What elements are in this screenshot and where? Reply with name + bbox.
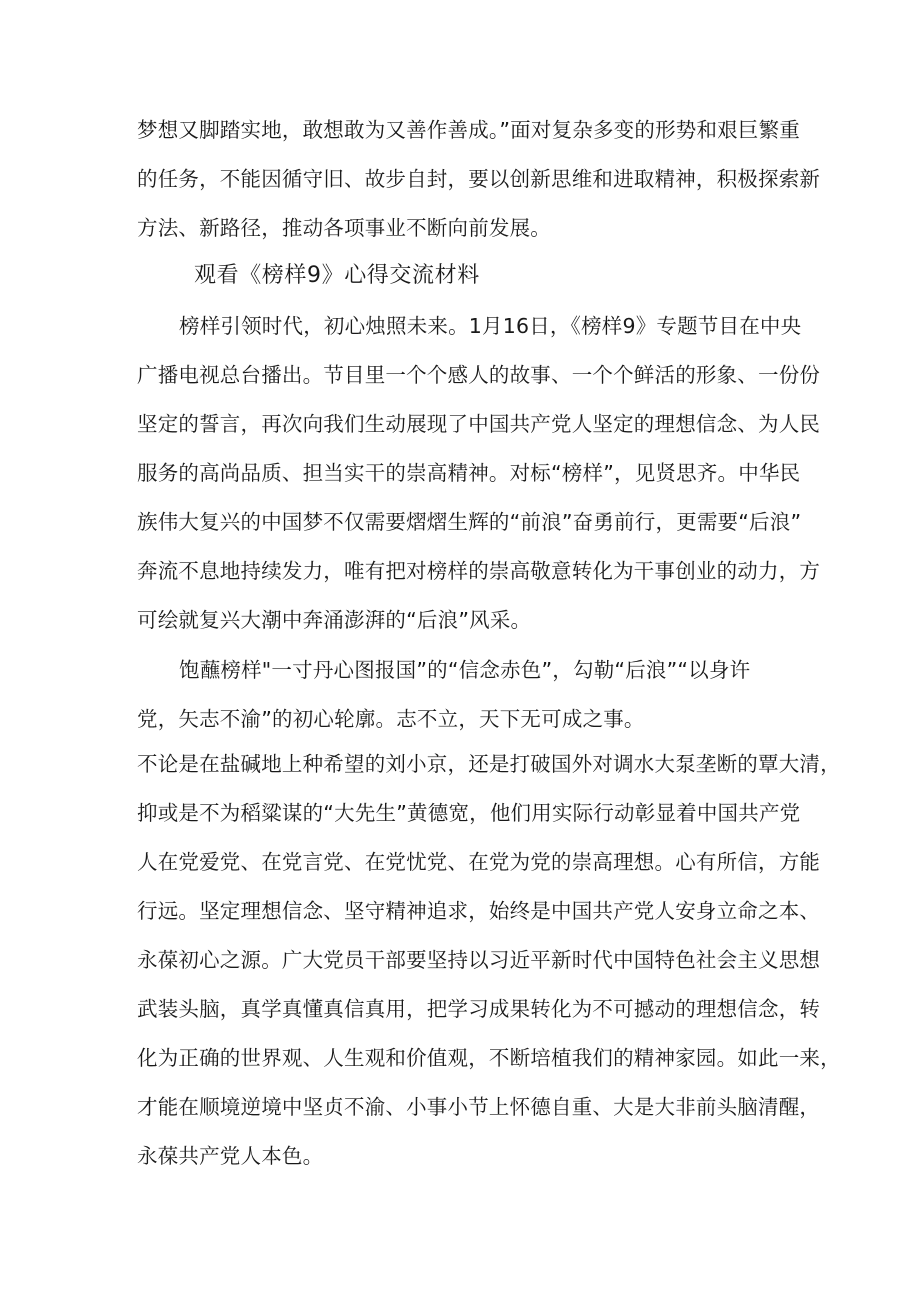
paragraph-3-line: 抑或是不为稻粱谋的“大先生”黄德宽，他们用实际行动彰显着中国共产党 [137,801,801,825]
paragraph-3-line: 化为正确的世界观、人生观和价值观，不断培植我们的精神家园。如此一来， [137,1046,841,1070]
paragraph-1-line: 可绘就复兴大潮中奔涌澎湃的“后浪”风采。 [137,608,532,632]
paragraph-1-line: 奔流不息地持续发力，唯有把对榜样的崇高敬意转化为干事创业的动力，方 [137,559,821,583]
paragraph-2-line: 饱蘸榜样"一寸丹心图报国”的“信念赤色”，勾勒“后浪”“以身许 [179,658,751,682]
paragraph-1-line: 榜样引领时代，初心烛照未来。1月16日，《榜样9》专题节目在中央 [179,314,802,338]
paragraph-3-line: 行远。坚定理想信念、坚守精神追求，始终是中国共产党人安身立命之本、 [137,899,821,923]
paragraph-1-line: 广播电视总台播出。节目里一个个感人的故事、一个个鲜活的形象、一份份 [137,363,821,387]
intro-line: 梦想又脚踏实地，敢想敢为又善作善成。”面对复杂多变的形势和艰巨繁重 [137,118,800,142]
intro-line: 方法、新路径，推动各项事业不断向前发展。 [137,216,551,240]
paragraph-3-line: 人在党爱党、在党言党、在党忧党、在党为党的崇高理想。心有所信，方能 [137,850,821,874]
document-title: 观看《榜样9》心得交流材料 [194,263,480,288]
intro-line: 的任务，不能因循守旧、故步自封，要以创新思维和进取精神，积极探索新 [137,167,821,191]
paragraph-2-line: 党，矢志不渝”的初心轮廓。志不立，天下无可成之事。 [137,707,645,731]
paragraph-3-line: 才能在顺境逆境中坚贞不渝、小事小节上怀德自重、大是大非前头脑清醒， [137,1095,821,1119]
paragraph-1-line: 族伟大复兴的中国梦不仅需要熠熠生辉的“前浪”奋勇前行，更需要“后浪” [137,510,802,534]
paragraph-1-line: 服务的高尚品质、担当实干的崇高精神。对标“榜样”，见贤思齐。中华民 [137,461,801,485]
paragraph-1-line: 坚定的誓言，再次向我们生动展现了中国共产党人坚定的理想信念、为人民 [137,412,821,436]
paragraph-3-line: 永葆初心之源。广大党员干部要坚持以习近平新时代中国特色社会主义思想 [137,948,821,972]
paragraph-3-line: 武装头脑，真学真懂真信真用，把学习成果转化为不可撼动的理想信念，转 [137,997,821,1021]
paragraph-3-line: 永葆共产党人本色。 [137,1144,324,1168]
paragraph-3-line: 不论是在盐碱地上种希望的刘小京，还是打破国外对调水大泵垄断的覃大清， [137,752,841,776]
